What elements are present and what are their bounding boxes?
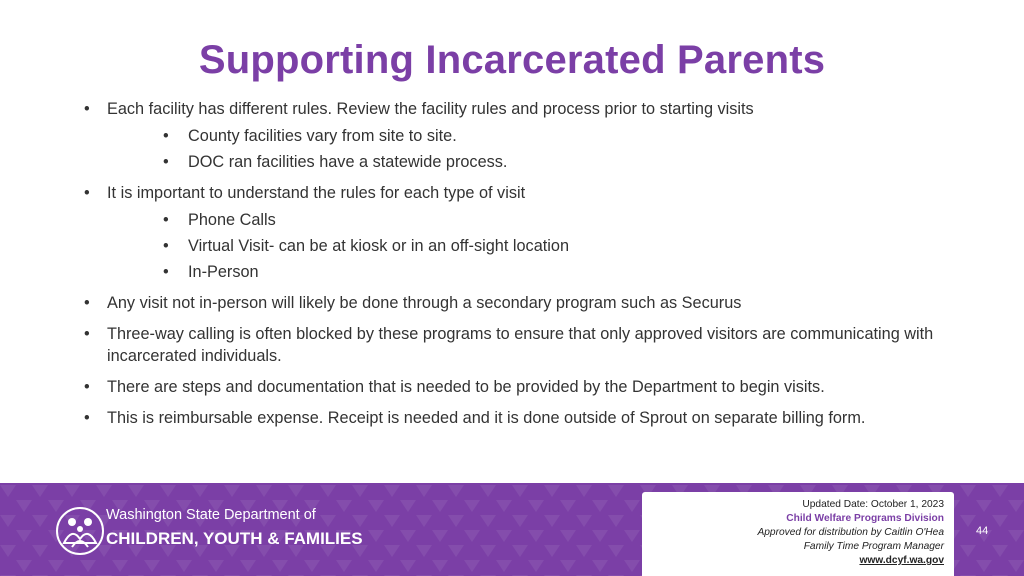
sub-bullet-item: • DOC ran facilities have a statewide process. <box>107 151 964 173</box>
division-name: Child Welfare Programs Division <box>786 513 944 524</box>
logo-department-text: Washington State Department of <box>106 507 316 523</box>
sub-bullet-item: • In-Person <box>107 261 964 283</box>
sub-bullet-item: • Phone Calls <box>107 209 964 231</box>
page-number: 44 <box>976 525 989 537</box>
dcyf-logo <box>56 505 363 555</box>
logo-agency-text: CHILDREN, YOUTH & FAMILIES <box>106 529 363 548</box>
bullet-item <box>84 98 964 173</box>
approver-role: Family Time Program Manager <box>803 541 944 552</box>
sub-bullet-item: • County facilities vary from site to site. <box>107 125 964 147</box>
bullet-item: • Any visit not in-person will likely be done through a secondary program such as Securus <box>84 292 964 314</box>
family-icon <box>56 507 104 555</box>
slide-title: Supporting Incarcerated Parents <box>198 38 826 82</box>
sub-bullet-item: • Virtual Visit- can be at kiosk or in an off-sight location <box>107 235 964 257</box>
bullet-item: • There are steps and documentation that is needed to be provided by the Department to begin visits. <box>84 376 964 398</box>
approval-note: Approved for distribution by Caitlin O'Hea <box>757 527 944 538</box>
website-link[interactable]: www.dcyf.wa.gov <box>859 555 944 566</box>
bullet-text: Each facility has different rules. Review the facility rules and process prior to starting visits <box>107 100 754 118</box>
distribution-card <box>642 492 954 576</box>
bullet-item: • This is reimbursable expense. Receipt is needed and it is done outside of Sprout on separate billing form. <box>84 407 964 429</box>
bullet-item <box>84 182 964 283</box>
updated-date: Updated Date: October 1, 2023 <box>802 499 944 510</box>
bullet-list <box>84 98 964 438</box>
bullet-item: • Three-way calling is often blocked by these programs to ensure that only approved visitors are communicating with incarcerated individuals. <box>84 323 964 367</box>
bullet-text: It is important to understand the rules for each type of visit <box>107 184 526 202</box>
